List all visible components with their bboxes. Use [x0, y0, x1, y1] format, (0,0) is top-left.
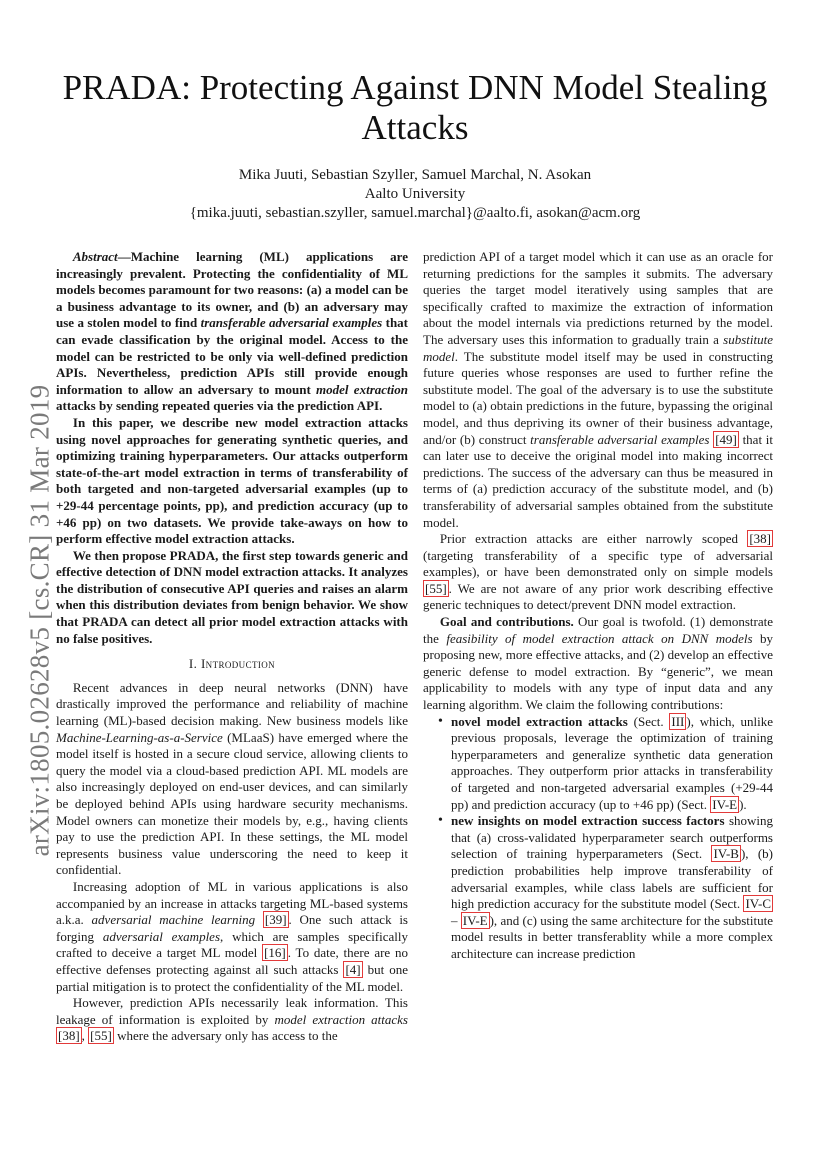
contributions-list — [423, 714, 773, 963]
author-block — [100, 166, 730, 223]
intro-paragraph-2: Increasing adoption of ML in various applications is also accompanied by an increase in attacks targeting ML-based systems a.k.a. adversarial machine learning [39] . One such attack is forging adversarial examples, which are samples specifically crafted to deceive a target ML model [16] . To date, there are no effective defenses protecting against all such attacks [4] but one partial mitigation is to protect the confidentiality of the ML model. — [56, 878, 409, 994]
citation-link[interactable]: [55] — [425, 580, 447, 596]
arxiv-id-text: arXiv:1805.02628v5 [cs.CR] 31 Mar 2019 — [24, 384, 55, 856]
intro-paragraph-1: Recent advances in deep neural networks (DNN) have drastically improved the performance and reliability of machine learning (ML)-based decision making. New business models like Machine-Learning-as-a-Service (MLaaS) have emerged where the model itself is hosted in a secure cloud service, allowing clients to query the model via a cloud-based prediction API. ML models are also increasingly deployed on end-user devices, and can similarly be deployed behind APIs using hardware security mechanisms. Model owners can monetize their models by, e.g., having clients pay to use the prediction API. In these settings, the ML model represents business value underscoring the need to keep it confidential. — [56, 679, 408, 878]
abstract — [56, 249, 408, 647]
author-names: Mika Juuti, Sebastian Szyller, Samuel Marchal, N. Asokan — [238, 167, 592, 183]
intro-paragraph-3: However, prediction APIs necessarily leak information. This leakage of information is exploited by model extraction attacks [38] , [55] where the adversary only has access to the — [56, 995, 408, 1044]
right-paragraph-2: Prior extraction attacks are either narrowly scoped [38] (targeting transferability of a specific type of adversarial examples), or have been demonstrated only on simple models [55] . We are not aware of any prior work describing effective generic techniques to detect/prevent DNN model extraction. — [423, 531, 773, 613]
section-link[interactable]: IV-C — [745, 896, 771, 912]
citation-link[interactable]: [49] — [715, 431, 737, 447]
author-emails: {mika.juuti, sebastian.szyller, samuel.marchal}@aalto.fi, asokan@acm.org — [189, 205, 641, 221]
paper-title: PRADA: Protecting Against DNN Model Stealing Attacks — [62, 68, 768, 147]
goal-contributions-paragraph: Goal and contributions. Our goal is twofold. (1) demonstrate the feasibility of model extraction attack on DNN models by proposing new, more effective attacks, and (2) develop an effective generic defense to model extraction. By “generic”, we mean applicability to models with any type of input data and any learning algorithm. We claim the following contributions: — [423, 614, 774, 713]
section-link[interactable]: III — [671, 713, 685, 729]
citation-link[interactable]: [16] — [264, 945, 286, 961]
section-link[interactable]: IV-E — [462, 912, 488, 928]
citation-link[interactable]: [38] — [58, 1028, 80, 1044]
section-link[interactable]: IV-E — [712, 796, 738, 812]
list-item: • new insights on model extraction success factors showing that (a) cross-validated hyperparameter search outperforms selection of training hyperparameters (Sect. IV-B ), (b) prediction probabilities help improve transferability of adversarial examples, while class labels are sufficient for high prediction accuracy for the substitute model (Sect. IV-C – IV-E ), and (c) using the same architecture for the substitute model results in better transferablity while a more complex architecture can increase prediction — [451, 813, 773, 962]
citation-link[interactable]: [38] — [749, 531, 771, 547]
citation-link[interactable]: [39] — [264, 912, 287, 928]
arxiv-side-identifier — [22, 360, 58, 880]
left-column — [56, 249, 408, 1045]
citation-link[interactable]: [55] — [90, 1028, 112, 1044]
author-affiliation: Aalto University — [364, 186, 466, 202]
list-item: • novel model extraction attacks (Sect. III ), which, unlike previous proposals, leverage the optimization of training hyperparameters and generalize synthetic data generation approaches. They outperform prior attacks in transferability of targeted and non-targeted adversarial examples (+29-44 pp) and prediction accuracy (up to +46 pp) (Sect. IV-E ). — [451, 714, 773, 814]
goal-contributions-heading: Goal and contributions. — [439, 614, 574, 630]
section-heading-introduction: I. Introduction — [188, 656, 276, 672]
abstract-paragraph-2: In this paper, we describe new model extraction attacks using novel approaches for generating synthetic queries, and optimizing training hyperparameters. Our attacks outperform state-of-the-art model extraction in terms of transferability of both targeted and non-targeted adversarial examples (up to +29-44 percentage points, pp), and prediction accuracy (up to +46 pp) on two datasets. We provide take-aways on how to perform effective model extraction attacks. — [56, 414, 408, 547]
abstract-paragraph-3: We then propose PRADA, the first step towards generic and effective detection of DNN model extraction attacks. It analyzes the distribution of consecutive API queries and raises an alarm when this distribution deviates from benign behavior. We show that PRADA can detect all prior model extraction attacks with no false positives. — [56, 547, 408, 646]
right-column — [423, 249, 773, 963]
abstract-label: Abstract — [72, 249, 118, 264]
section-link[interactable]: IV-B — [713, 846, 739, 862]
citation-link[interactable]: [4] — [345, 961, 361, 977]
right-paragraph-1: prediction API of a target model which it can use as an oracle for returning predictions for the samples it submits. The adversary queries the target model iteratively using samples that are specifically crafted to maximize the extraction of information about the model internals via predictions returned by the model. The adversary uses this information to gradually train a substitute model. The substitute model itself may be used in constructing future queries whose responses are used to further refine the substitute model. The goal of the adversary is to use the substitute model to (a) obtain predictions in the future, bypassing the original model, and thus depriving its owner of their business advantage, and/or (b) construct transferable adversarial examples [49] that it can later use to deceive the original model into making incorrect predictions. The success of the adversary can thus be measured in terms of (a) prediction accuracy of the substitute model, and (b) transferability of adversarial samples obtained from the substitute model. — [423, 249, 774, 530]
abstract-paragraph-1: Abstract—Machine learning (ML) applications are increasingly prevalent. Protecting the confidentiality of ML models becomes paramount for two reasons: (a) a model can be a business advantage to its owner, and (b) an adversary may use a stolen model to find transferable adversarial examples that can evade classification by the original model. Access to the model can be restricted to be only via well-defined prediction APIs. Nevertheless, prediction APIs still provide enough information to allow an adversary to mount model extraction attacks by sending repeated queries via the prediction API. — [56, 249, 409, 414]
